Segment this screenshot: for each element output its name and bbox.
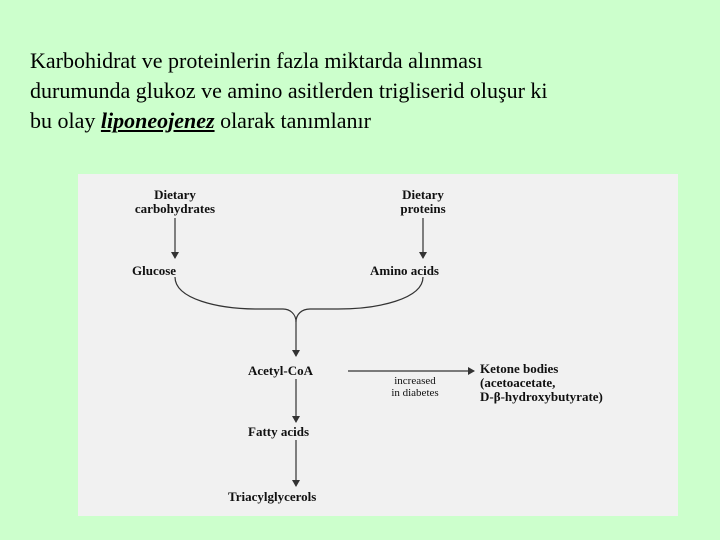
ketone-bodies-node [480, 362, 603, 404]
ketone-bodies-line-2: (acetoacetate, [480, 375, 556, 390]
triacylglycerols-node: Triacylglycerols [228, 489, 317, 504]
acetyl-coa-node: Acetyl-CoA [248, 363, 313, 378]
pathway-arrows [78, 174, 678, 516]
dietary-proteins-line-2: proteins [400, 201, 446, 216]
caption-line-3-prefix: bu olay [30, 108, 101, 133]
caption-line-2: durumunda glukoz ve amino asitlerden trigliserid oluşur ki [30, 78, 548, 103]
fatty-acids-node: Fatty acids [248, 424, 310, 439]
lipogenesis-pathway-diagram [78, 174, 678, 516]
increased-note-line-1: increased [394, 375, 436, 387]
dietary-carbohydrates-node [128, 188, 222, 216]
increased-note-line-2: in diabetes [391, 387, 439, 399]
caption-line-3 [30, 106, 710, 136]
ketone-bodies-line-1: Ketone bodies [480, 361, 559, 376]
caption-line-3-suffix: olarak tanımlanır [214, 108, 371, 133]
liponeojenez-term: liponeojenez [100, 108, 215, 133]
caption-line-1: Karbohidrat ve proteinlerin fazla miktarda alınması [30, 48, 483, 73]
increased-in-diabetes-note [370, 375, 460, 399]
caption-text [30, 46, 710, 136]
glucose-node: Glucose [132, 263, 177, 278]
ketone-bodies-line-3: D-β-hydroxybutyrate) [480, 389, 603, 404]
amino-acids-node: Amino acids [370, 263, 439, 278]
dietary-proteins-line-1: Dietary [402, 187, 444, 202]
amino-acids-merge-curve [296, 277, 423, 322]
dietary-proteins-node [383, 188, 463, 216]
dietary-carbohydrates-line-1: Dietary [154, 187, 196, 202]
dietary-carbohydrates-line-2: carbohydrates [134, 201, 216, 216]
glucose-merge-curve [175, 277, 296, 322]
